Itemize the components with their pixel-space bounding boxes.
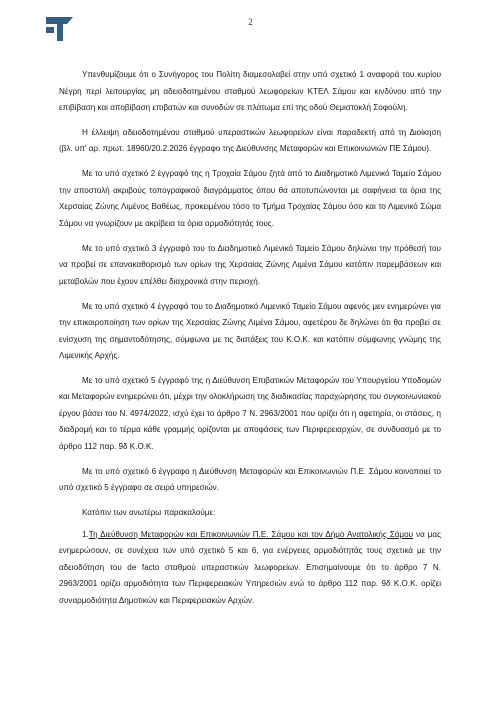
item-number: 1. bbox=[82, 529, 89, 539]
request-item-1 bbox=[59, 527, 441, 610]
paragraph: Με το υπό σχετικό 6 έγγραφο η Διεύθυνση Μεταφορών και Επικοινωνιών Π.Ε. Σάμου κοινοποιεί το υπό σχετικό 5 έγγραφο σε σειρά υπηρεσιών. bbox=[59, 466, 441, 493]
paragraph: Με το υπό σχετικό 2 έγγραφό της η Τροχαία Σάμου ζητά από το Διαδημοτικό Λιμενικό Ταμείο Σάμου την αποστολή ακριβούς τοπογραφικού διαγράμματος όπου θα αποτυπώνονται με σαφήνεια τα όρια της Χερσαίας Ζώνης Λιμένος Βαθέως, προκειμένου τόσο το Τμήμα Τροχαίας Σάμου όσο και το Λιμενικό Σώμα Σάμου να γνωρίζουν με ακρίβεια τα όρια αρμοδιότητάς τους. bbox=[59, 169, 441, 228]
paragraph-intro: Κατόπιν των ανωτέρω παρακαλούμε: bbox=[82, 508, 216, 518]
page-number: 2 bbox=[248, 17, 253, 27]
paragraph: Η έλλειψη αδειοδοτημένου σταθμού υπεραστικών λεωφορείων είναι παραδεκτή από τη Διοίκηση (βλ. υπ' αρ. πρωτ. 18960/20.2.2026 έγγραφο της Διεύθυνσης Μεταφορών και Επικοινωνιών ΠΕ Σάμου). bbox=[59, 127, 441, 154]
paragraph: Με το υπό σχετικό 5 έγγραφό της η Διεύθυνση Επιβατικών Μεταφορών του Υπουργείου Υποδομών και Μεταφορών ενημερώνει ότι, μέχρι την ολοκλήρωση της διαδικασίας παραχώρησης του συγκοινωνιακού έργου βάσει του Ν. 4974/2022, ισχύ έχει το άρθρο 7 Ν. 2963/2001 που ορίζει ότι η αφετηρία, οι στάσεις, η διαδρομή και το τέρμα κάθε γραμμής ορίζονται με αποφάσεις των Περιφερειαρχών, σε συνδυασμό με το άρθρο 112 παρ. 9δ Κ.Ο.Κ. bbox=[59, 375, 441, 451]
paragraph: Υπενθυμίζουμε ότι ο Συνήγορος του Πολίτη διαμεσολαβεί στην υπό σχετικό 1 αναφορά του κυρίου Νέγρη περί λειτουργίας μη αδειοδοτημένου σταθμού λεωφορείων ΚΤΕΛ Σάμου και κινδύνου από την επιβίβαση και αποβίβαση επιβατών και συνοδών σε πλάτωμα επί της οδού Θεμιστοκλή Σοφούλη. bbox=[59, 70, 441, 112]
item-text: να μας ενημερώσουν, σε συνέχεια των υπό σχετικό 5 και 6, για ενέργειες αρμοδιότητάς τους σχετικά με την αδειοδότηση του de facto σταθμού υπεραστικών λεωφορείων. Επισημαίνουμε ότι το άρθρο 7 Ν. 2963/2001 ορίζει αρμοδιότητα των Περιφερειακών Υπηρεσιών ενώ το άρθρο 112 παρ. 9δ Κ.Ο.Κ. ορίζει συναρμοδιότητα Δημοτικών και Περιφερειακών Αρχών. bbox=[59, 529, 441, 605]
paragraph: Με το υπό σχετικό 3 έγγραφό του το Διαδημοτικό Λιμενικό Ταμείο Σάμου δηλώνει την πρόθεσή του να προβεί σε επανακαθορισμό των ορίων της Χερσαίας Ζώνης Λιμένα Σάμου κατόπιν παρεμβάσεων και μεταβολών που έχουν επέλθει διαχρονικά στην περιοχή. bbox=[59, 243, 441, 286]
item-addressees: Τη Διεύθυνση Μεταφορών και Επικοινωνιών Π.Ε. Σάμου και τον Δήμο Ανατολικής Σάμου bbox=[88, 529, 414, 539]
letter-body bbox=[59, 67, 441, 618]
paragraph: Με το υπό σχετικό 4 έγγραφό του το Διαδημοτικό Λιμενικό Ταμείο Σάμου αφενός μεν ενημερώνει για την επικαιροποίηση των ορίων της Χερσαίας Ζώνης Λιμένα Σάμου, αφετέρου δε δηλώνει ότι θα προβεί σε ενίσχυση της σημαντοδότησης, σύμφωνα με τις διατάξεις του Κ.Ο.Κ. και κατόπιν σύμφωνης γνώμης της Λιμενικής Αρχής. bbox=[59, 301, 441, 361]
